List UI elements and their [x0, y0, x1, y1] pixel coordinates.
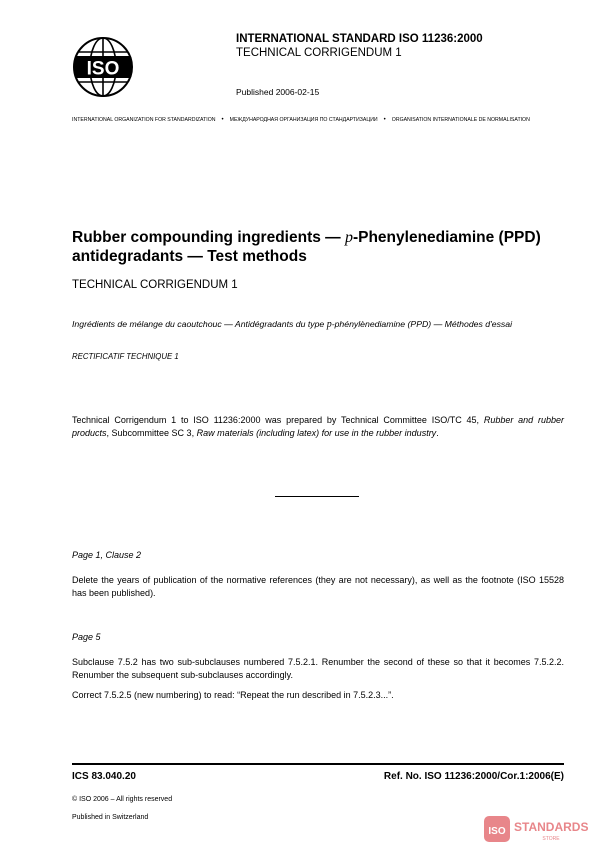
store-tag: STORE	[542, 836, 560, 842]
reference-number: Ref. No. ISO 11236:2000/Cor.1:2006(E)	[383, 771, 564, 782]
published-in: Published in Switzerland	[72, 814, 149, 821]
bullet-separator: •	[383, 117, 386, 123]
published-date: Published 2006-02-15	[236, 87, 320, 97]
document-title: Rubber compounding ingredients — p-Phenylenediamine (PPD) antidegradants — Test methods	[72, 229, 541, 265]
org-name-en: INTERNATIONAL ORGANIZATION FOR STANDARDIZATION	[72, 117, 216, 123]
ics-code: ICS 83.040.20	[72, 771, 136, 782]
iso-standards-store-logo	[483, 813, 595, 845]
footer-rule	[72, 763, 564, 765]
copyright-notice: © ISO 2006 – All rights reserved	[72, 796, 173, 803]
french-subtitle: RECTIFICATIF TECHNIQUE 1	[72, 352, 179, 361]
standard-title: INTERNATIONAL STANDARD ISO 11236:2000	[236, 33, 483, 45]
iso-logo-text: ISO	[86, 58, 120, 80]
intro-paragraph: Technical Corrigendum 1 to ISO 11236:2000 was prepared by Technical Committee ISO/TC 45, Rubber and rubber products, Subcommittee SC 3, Raw materials (including latex) for use in the rubber industry.	[72, 415, 564, 438]
store-word: STANDARDS	[514, 820, 589, 834]
iso-logo	[72, 36, 134, 98]
org-name-fr: ORGANISATION INTERNATIONALE DE NORMALISATION	[391, 117, 530, 123]
section-heading: Page 5	[72, 632, 101, 642]
section-paragraph: Correct 7.5.2.5 (new numbering) to read: “Repeat the run described in 7.5.2.3...”.	[72, 690, 394, 700]
organization-line	[72, 117, 564, 123]
section-heading: Page 1, Clause 2	[72, 550, 142, 560]
section-paragraph: Delete the years of publication of the normative references (they are not necessary), as well as the footnote (ISO 15528 has been published).	[72, 575, 564, 598]
document-subtitle: TECHNICAL CORRIGENDUM 1	[72, 279, 238, 291]
section-paragraph: Subclause 7.5.2 has two sub-subclauses numbered 7.5.2.1. Renumber the second of these so that it becomes 7.5.2.2. Renumber the subsequent sub-subclauses accordingly.	[72, 657, 564, 680]
store-iso-text: ISO	[488, 826, 506, 837]
section-divider	[275, 496, 359, 497]
corrigendum-label: TECHNICAL CORRIGENDUM 1	[236, 47, 402, 59]
french-title: Ingrédients de mélange du caoutchouc — Antidégradants du type p-phénylènediamine (PPD) — Méthodes d'essai	[72, 319, 513, 330]
bullet-separator: •	[221, 117, 224, 123]
org-name-ru: МЕЖДУНАРОДНАЯ ОРГАНИЗАЦИЯ ПО СТАНДАРТИЗАЦИИ	[229, 117, 378, 123]
